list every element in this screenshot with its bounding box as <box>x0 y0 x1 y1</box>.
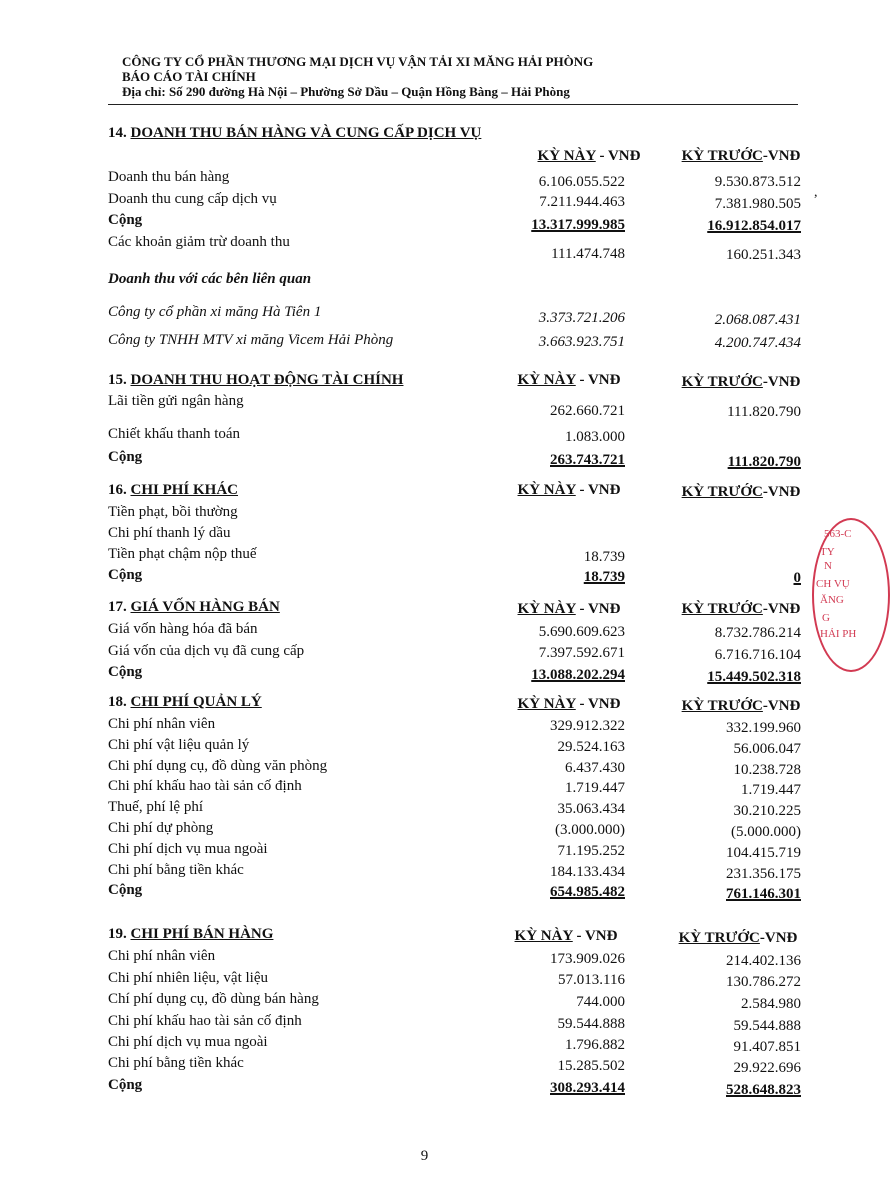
value-prev: 1.719.447 <box>741 782 801 798</box>
value-this: 329.912.322 <box>550 718 625 734</box>
total-prev: 0 <box>793 570 801 586</box>
value-prev: 104.415.719 <box>726 845 801 861</box>
value-this: 29.524.163 <box>557 739 625 755</box>
row-label: Doanh thu bán hàng <box>108 169 230 185</box>
value-this: 3.663.923.751 <box>538 334 625 350</box>
company-seal-stamp: 563-C TY N CH VỤ ĂNG G HẢI PH <box>812 518 890 672</box>
value-this: 262.660.721 <box>550 403 625 419</box>
value-this: (3.000.000) <box>555 822 625 838</box>
value-this: 5.690.609.623 <box>538 624 625 640</box>
total-label: Cộng <box>108 567 143 583</box>
value-prev: 6.716.716.104 <box>714 647 801 663</box>
row-label: Chi phí dự phòng <box>108 820 214 836</box>
value-prev: 332.199.960 <box>726 720 801 736</box>
total-label: Cộng <box>108 1077 143 1093</box>
row-label: Chi phí dụng cụ, đồ dùng văn phòng <box>108 758 328 774</box>
row-label: Tiền phạt chậm nộp thuế <box>108 546 257 562</box>
header-divider <box>108 104 798 105</box>
company-name: CÔNG TY CỔ PHẦN THƯƠNG MẠI DỊCH VỤ VẬN TẢI XI MĂNG HẢI PHÒNG <box>122 54 594 69</box>
stray-mark: , <box>814 185 818 200</box>
value-this: 111.474.748 <box>551 246 625 262</box>
total-prev: 528.648.823 <box>726 1082 801 1098</box>
col-header-this: KỲ NÀY - VNĐ <box>517 372 621 388</box>
row-label: Chi phí vật liệu quản lý <box>108 737 250 753</box>
report-title: BÁO CÁO TÀI CHÍNH <box>122 69 256 84</box>
row-label: Chi phí nhân viên <box>108 948 216 964</box>
total-this: 18.739 <box>583 569 625 585</box>
row-label: Chi phí dịch vụ mua ngoài <box>108 841 268 857</box>
col-header-prev: KỲ TRƯỚC-VNĐ <box>681 698 801 714</box>
total-this: 13.088.202.294 <box>531 667 625 683</box>
row-label: Chí phí dụng cụ, đồ dùng bán hàng <box>108 991 319 1007</box>
company-address: Địa chỉ: Số 290 đường Hà Nội – Phường Sở Dầu – Quận Hồng Bàng – Hải Phòng <box>122 84 570 99</box>
value-this: 1.719.447 <box>565 780 625 796</box>
row-label: Chi phí thanh lý dầu <box>108 525 231 541</box>
total-prev: 761.146.301 <box>726 886 801 902</box>
col-header-prev: KỲ TRƯỚC-VNĐ <box>678 930 798 946</box>
row-label: Các khoản giảm trừ doanh thu <box>108 234 290 250</box>
col-header-this: KỲ NÀY - VNĐ <box>517 601 621 617</box>
row-label: Thuế, phí lệ phí <box>108 799 203 815</box>
value-this: 71.195.252 <box>557 843 625 859</box>
value-this: 184.133.434 <box>550 864 625 880</box>
section-17-title: 17. GIÁ VỐN HÀNG BÁN <box>108 599 280 615</box>
value-this: 18.739 <box>583 549 625 565</box>
value-prev: 2.068.087.431 <box>714 312 801 328</box>
total-this: 654.985.482 <box>550 884 625 900</box>
col-header-this: KỲ NÀY - VNĐ <box>517 482 621 498</box>
value-prev: 59.544.888 <box>733 1018 801 1034</box>
value-prev: 8.732.786.214 <box>714 625 801 641</box>
section-15-title: 15. DOANH THU HOẠT ĐỘNG TÀI CHÍNH <box>108 372 404 388</box>
value-prev: 29.922.696 <box>733 1060 801 1076</box>
related-parties-title: Doanh thu với các bên liên quan <box>108 271 312 287</box>
value-this: 1.083.000 <box>565 429 625 445</box>
col-header-prev: KỲ TRƯỚC-VNĐ <box>681 601 801 617</box>
row-label: Chi phí bằng tiền khác <box>108 1055 244 1071</box>
col-header-prev: KỲ TRƯỚC-VNĐ <box>681 374 801 390</box>
total-this: 308.293.414 <box>550 1080 625 1096</box>
value-this: 59.544.888 <box>557 1016 625 1032</box>
section-18-title: 18. CHI PHÍ QUẢN LÝ <box>108 694 262 710</box>
row-label: Doanh thu cung cấp dịch vụ <box>108 191 277 207</box>
total-label: Cộng <box>108 882 143 898</box>
total-label: Cộng <box>108 212 143 228</box>
value-prev: (5.000.000) <box>731 824 801 840</box>
value-prev: 2.584.980 <box>741 996 801 1012</box>
total-this: 263.743.721 <box>550 452 625 468</box>
value-prev: 160.251.343 <box>726 247 801 263</box>
row-label: Lãi tiền gửi ngân hàng <box>108 393 244 409</box>
row-label: Chi phí bằng tiền khác <box>108 862 244 878</box>
value-this: 7.397.592.671 <box>538 645 625 661</box>
value-this: 15.285.502 <box>557 1058 625 1074</box>
value-prev: 130.786.272 <box>726 974 801 990</box>
value-prev: 214.402.136 <box>726 953 801 969</box>
col-header-prev: KỲ TRƯỚC-VNĐ <box>681 148 801 164</box>
page-number: 9 <box>420 1148 429 1164</box>
total-this: 13.317.999.985 <box>531 217 625 233</box>
value-prev: 91.407.851 <box>733 1039 801 1055</box>
value-prev: 111.820.790 <box>727 404 801 420</box>
value-this: 744.000 <box>576 994 625 1010</box>
value-prev: 56.006.047 <box>733 741 801 757</box>
col-header-this: KỲ NÀY - VNĐ <box>517 696 621 712</box>
related-party-label: Công ty TNHH MTV xi măng Vicem Hải Phòng <box>108 332 394 348</box>
value-this: 35.063.434 <box>557 801 625 817</box>
related-party-label: Công ty cổ phần xi măng Hà Tiên 1 <box>108 304 322 320</box>
row-label: Chi phí nhiên liệu, vật liệu <box>108 970 268 986</box>
value-prev: 10.238.728 <box>733 762 801 778</box>
value-this: 57.013.116 <box>558 972 625 988</box>
col-header-this: KỲ NÀY - VNĐ <box>514 928 618 944</box>
value-prev: 231.356.175 <box>726 866 801 882</box>
row-label: Tiền phạt, bồi thường <box>108 504 238 520</box>
total-prev: 16.912.854.017 <box>707 218 801 234</box>
row-label: Giá vốn hàng hóa đã bán <box>108 621 258 637</box>
value-prev: 30.210.225 <box>733 803 801 819</box>
row-label: Giá vốn của dịch vụ đã cung cấp <box>108 643 305 659</box>
total-label: Cộng <box>108 449 143 465</box>
row-label: Chi phí khấu hao tài sản cố định <box>108 1013 302 1029</box>
section-14-title: 14. DOANH THU BÁN HÀNG VÀ CUNG CẤP DỊCH VỤ <box>108 125 482 141</box>
row-label: Chiết khấu thanh toán <box>108 426 241 442</box>
row-label: Chi phí dịch vụ mua ngoài <box>108 1034 268 1050</box>
value-this: 173.909.026 <box>550 951 625 967</box>
col-header-prev: KỲ TRƯỚC-VNĐ <box>681 484 801 500</box>
value-this: 7.211.944.463 <box>539 194 625 210</box>
value-this: 6.106.055.522 <box>538 174 625 190</box>
value-prev: 9.530.873.512 <box>714 174 801 190</box>
value-prev: 4.200.747.434 <box>714 335 801 351</box>
value-this: 1.796.882 <box>565 1037 625 1053</box>
col-header-this: KỲ NÀY - VNĐ <box>537 148 641 164</box>
value-prev: 7.381.980.505 <box>714 196 801 212</box>
total-label: Cộng <box>108 664 143 680</box>
value-this: 6.437.430 <box>565 760 625 776</box>
row-label: Chi phí khấu hao tài sản cố định <box>108 778 302 794</box>
section-16-title: 16. CHI PHÍ KHÁC <box>108 482 239 498</box>
total-prev: 111.820.790 <box>727 454 801 470</box>
value-this: 3.373.721.206 <box>538 310 625 326</box>
section-19-title: 19. CHI PHÍ BÁN HÀNG <box>108 926 274 942</box>
total-prev: 15.449.502.318 <box>707 669 801 685</box>
row-label: Chi phí nhân viên <box>108 716 216 732</box>
